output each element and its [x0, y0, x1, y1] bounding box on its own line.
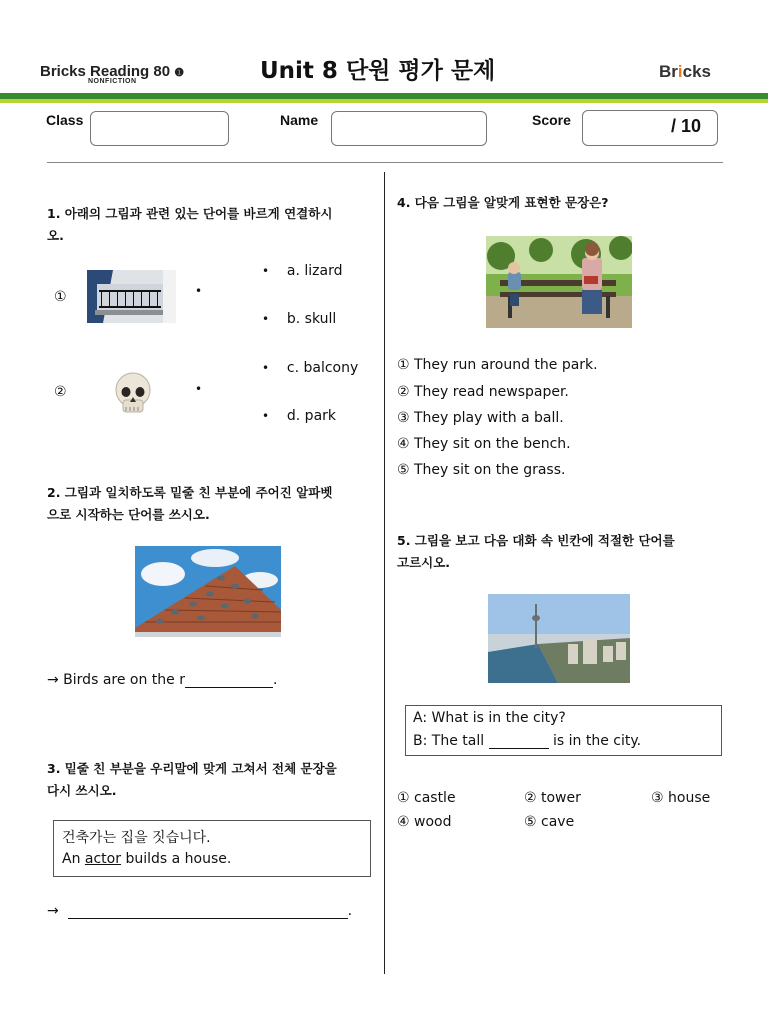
bench-reading-photo	[486, 236, 632, 328]
q5-prompt-line2: 고르시오.	[397, 555, 451, 570]
q5-choice[interactable]: ⑤ cave	[524, 814, 575, 830]
q3-eng-underlined: actor	[84, 851, 121, 867]
q3-answer-line	[47, 903, 352, 919]
q2-prompt	[47, 482, 372, 526]
q2-answer-suffix: .	[272, 672, 278, 688]
q5-blank[interactable]	[489, 734, 549, 749]
q3-korean-sentence: 건축가는 집을 짓습니다.	[62, 830, 211, 846]
skull-photo	[110, 370, 156, 418]
q2-answer-line	[47, 672, 277, 688]
q5-prompt-line1: 5. 그림을 보고 다음 대화 속 빈칸에 적절한 단어를	[397, 533, 675, 548]
q5-choice[interactable]: ③ house	[651, 790, 711, 806]
q3-blank[interactable]	[68, 904, 348, 919]
q5-dialog-b	[413, 733, 641, 749]
q1-connect-dot[interactable]: •	[195, 284, 203, 298]
q1-option-label: a. lizard	[286, 263, 343, 279]
q1-prompt-line2: 오.	[47, 228, 64, 243]
q5-dialog-b-after: is in the city.	[548, 733, 642, 749]
arrow-icon: →	[47, 903, 59, 919]
class-field[interactable]	[90, 111, 229, 146]
q1-option[interactable]	[262, 360, 358, 376]
logo-text: Bricks Reading 80	[40, 63, 171, 80]
q5-prompt	[397, 530, 722, 574]
header-bar-light	[0, 99, 768, 103]
q4-choice[interactable]: ① They run around the park.	[397, 357, 598, 373]
q3-sentence-box	[53, 820, 371, 877]
q3-english-sentence	[62, 851, 231, 867]
q1-option-label: c. balcony	[286, 360, 359, 376]
q1-prompt-line1: 1. 아래의 그림과 관련 있는 단어를 바르게 연결하시	[47, 206, 333, 221]
q1-item-number: ②	[54, 384, 67, 400]
option-bullet: •	[262, 361, 270, 375]
bricks-logo	[659, 62, 711, 82]
logo-part-i: i	[677, 62, 683, 81]
q1-option[interactable]	[262, 311, 336, 327]
q4-choice[interactable]: ④ They sit on the bench.	[397, 436, 571, 452]
bricks-reading-logo	[40, 63, 185, 85]
score-value: / 10	[670, 116, 701, 136]
q3-prompt	[47, 758, 372, 802]
q4-choice[interactable]: ⑤ They sit on the grass.	[397, 462, 566, 478]
q5-choice[interactable]: ① castle	[397, 790, 456, 806]
q2-answer-prefix: → Birds are on the r	[47, 672, 185, 688]
score-field[interactable]	[582, 110, 718, 146]
logo-badge: ❶	[174, 67, 185, 79]
q4-choice[interactable]: ② They read newspaper.	[397, 384, 569, 400]
q5-dialog-b-before: B: The tall	[413, 733, 489, 749]
logo-part: Br	[659, 62, 678, 81]
q1-option[interactable]	[262, 263, 342, 279]
option-bullet: •	[262, 264, 270, 278]
q3-eng-before: An	[62, 851, 85, 867]
birds-on-roof-photo	[135, 546, 281, 637]
name-field[interactable]	[331, 111, 487, 146]
q5-choice[interactable]: ④ wood	[397, 814, 452, 830]
q4-prompt: 4. 다음 그림을 알맞게 표현한 문장은?	[397, 195, 609, 210]
q1-connect-dot[interactable]: •	[195, 382, 203, 396]
q2-prompt-line2: 으로 시작하는 단어를 쓰시오.	[47, 507, 210, 522]
q1-option-label: d. park	[286, 408, 337, 424]
q4-choice[interactable]: ③ They play with a ball.	[397, 410, 564, 426]
balcony-photo	[87, 270, 176, 323]
q2-prompt-line1: 2. 그림과 일치하도록 밑줄 친 부분에 주어진 알파벳	[47, 485, 333, 500]
q3-prompt-line2: 다시 쓰시오.	[47, 783, 117, 798]
divider-horizontal	[47, 162, 723, 163]
name-label: Name	[280, 112, 319, 128]
score-label: Score	[532, 112, 571, 128]
class-label: Class	[46, 112, 84, 128]
q3-eng-after: builds a house.	[121, 851, 232, 867]
q1-item-number: ①	[54, 289, 67, 305]
q3-answer-end: .	[347, 903, 353, 919]
city-tower-photo	[488, 594, 630, 683]
logo-subtitle: NONFICTION	[88, 78, 137, 85]
q1-option-label: b. skull	[286, 311, 337, 327]
option-bullet: •	[262, 409, 270, 423]
q3-prompt-line1: 3. 밑줄 친 부분을 우리말에 맞게 고쳐서 전체 문장을	[47, 761, 337, 776]
q1-prompt	[47, 203, 372, 247]
divider-vertical	[384, 172, 385, 974]
q5-dialog-a: A: What is in the city?	[413, 710, 566, 726]
q2-blank[interactable]	[185, 673, 273, 688]
page-title: Unit 8 단원 평가 문제	[260, 58, 496, 84]
option-bullet: •	[262, 312, 270, 326]
q5-dialog-box	[405, 705, 722, 756]
q5-choice[interactable]: ② tower	[524, 790, 581, 806]
q1-option[interactable]	[262, 408, 336, 424]
logo-part: cks	[682, 62, 712, 81]
